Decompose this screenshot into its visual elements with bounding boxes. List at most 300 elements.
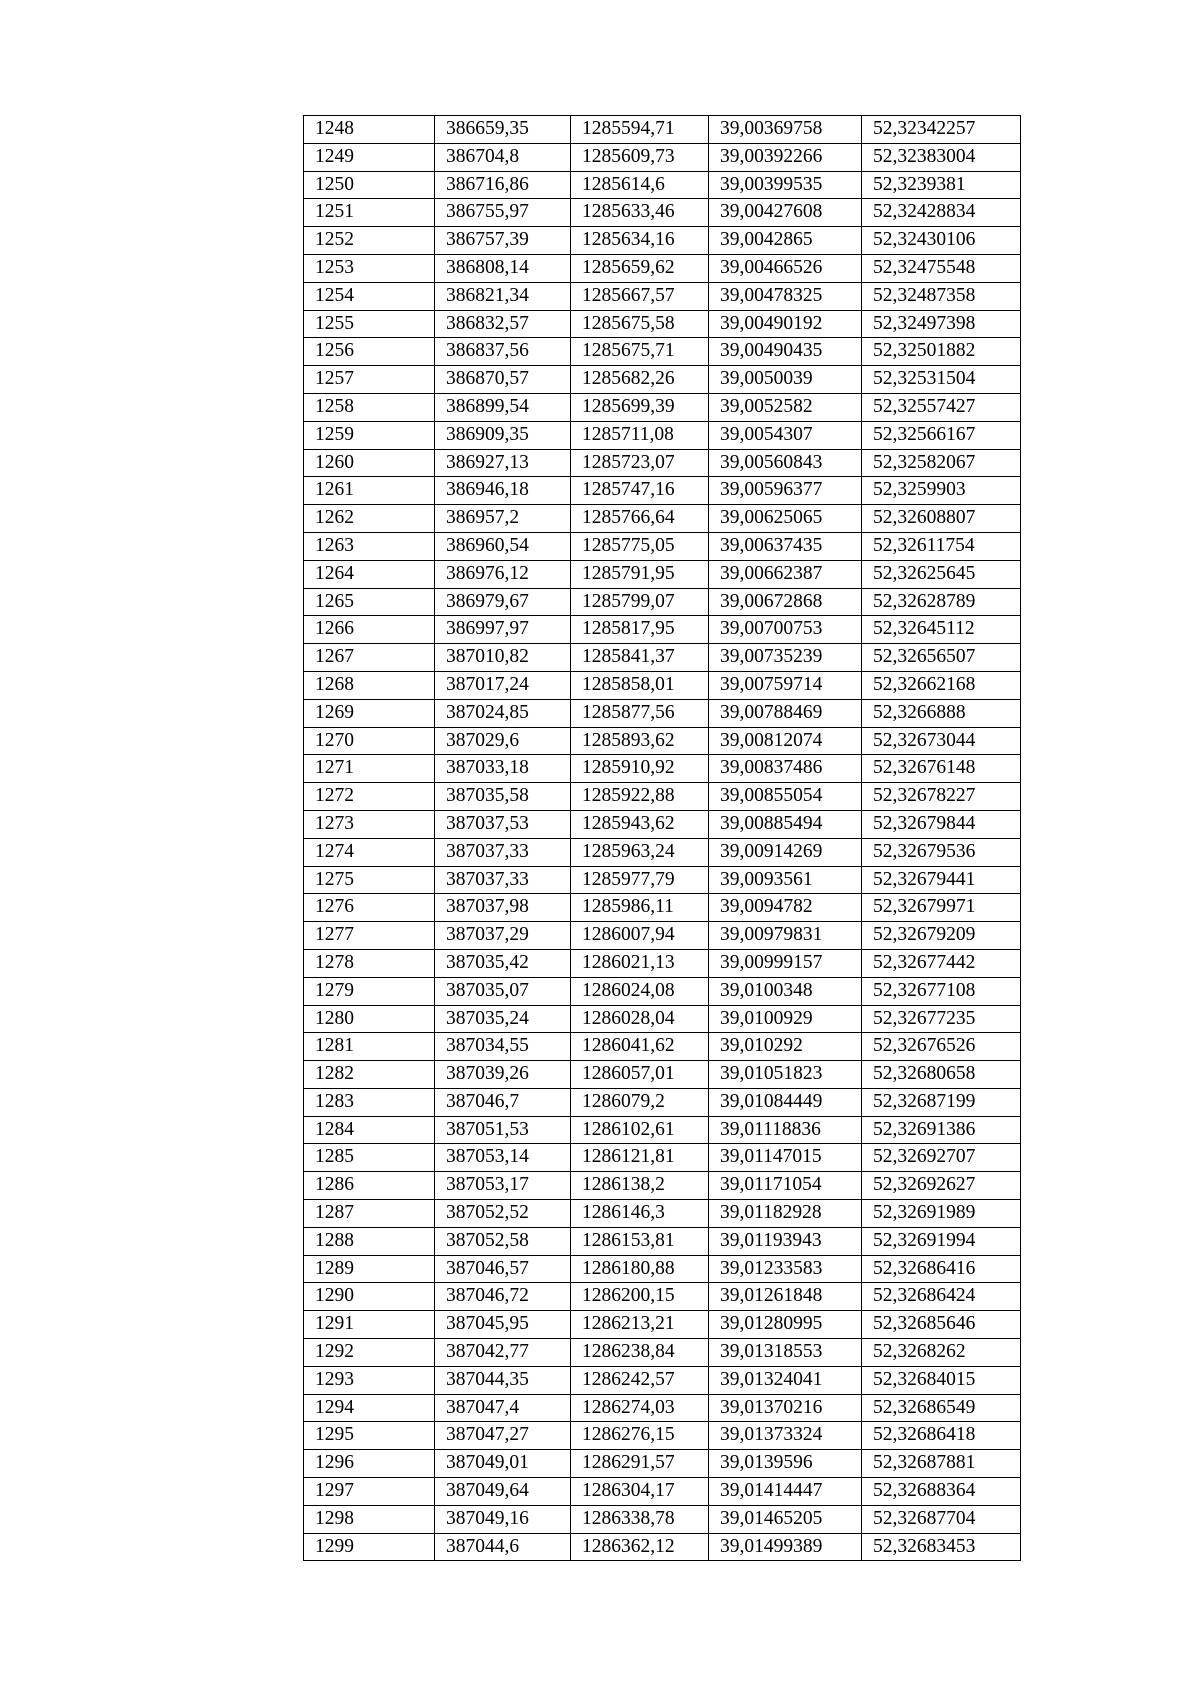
x-coordinate-cell: 386976,12 (435, 560, 571, 588)
y-coordinate-cell: 1285711,08 (571, 421, 709, 449)
y-coordinate-cell: 1285775,05 (571, 532, 709, 560)
y-coordinate-cell: 1286291,57 (571, 1450, 709, 1478)
table-row (304, 922, 1021, 950)
y-coordinate-cell: 1286242,57 (571, 1366, 709, 1394)
latitude-cell: 52,32497398 (862, 310, 1021, 338)
x-coordinate-cell: 387044,35 (435, 1366, 571, 1394)
point-number-cell: 1268 (304, 671, 435, 699)
longitude-cell: 39,00759714 (709, 671, 862, 699)
longitude-cell: 39,01499389 (709, 1533, 862, 1561)
longitude-cell: 39,0052582 (709, 393, 862, 421)
x-coordinate-cell: 387037,29 (435, 922, 571, 950)
y-coordinate-cell: 1286274,03 (571, 1394, 709, 1422)
point-number-cell: 1252 (304, 227, 435, 255)
longitude-cell: 39,01370216 (709, 1394, 862, 1422)
table-row (304, 1422, 1021, 1450)
point-number-cell: 1266 (304, 616, 435, 644)
table-row (304, 477, 1021, 505)
point-number-cell: 1263 (304, 532, 435, 560)
longitude-cell: 39,00392266 (709, 143, 862, 171)
x-coordinate-cell: 387024,85 (435, 699, 571, 727)
latitude-cell: 52,32501882 (862, 338, 1021, 366)
x-coordinate-cell: 387042,77 (435, 1339, 571, 1367)
longitude-cell: 39,01280995 (709, 1311, 862, 1339)
point-number-cell: 1281 (304, 1033, 435, 1061)
latitude-cell: 52,32611754 (862, 532, 1021, 560)
longitude-cell: 39,01414447 (709, 1478, 862, 1506)
longitude-cell: 39,00979831 (709, 922, 862, 950)
x-coordinate-cell: 386946,18 (435, 477, 571, 505)
y-coordinate-cell: 1286362,12 (571, 1533, 709, 1561)
y-coordinate-cell: 1285747,16 (571, 477, 709, 505)
table-row (304, 1088, 1021, 1116)
longitude-cell: 39,00855054 (709, 783, 862, 811)
longitude-cell: 39,01233583 (709, 1255, 862, 1283)
y-coordinate-cell: 1285723,07 (571, 449, 709, 477)
point-number-cell: 1257 (304, 366, 435, 394)
x-coordinate-cell: 386821,34 (435, 282, 571, 310)
y-coordinate-cell: 1285609,73 (571, 143, 709, 171)
table-row (304, 616, 1021, 644)
point-number-cell: 1298 (304, 1505, 435, 1533)
point-number-cell: 1264 (304, 560, 435, 588)
longitude-cell: 39,00999157 (709, 949, 862, 977)
x-coordinate-cell: 386755,97 (435, 199, 571, 227)
table-row (304, 143, 1021, 171)
y-coordinate-cell: 1285675,58 (571, 310, 709, 338)
x-coordinate-cell: 386979,67 (435, 588, 571, 616)
longitude-cell: 39,00466526 (709, 254, 862, 282)
point-number-cell: 1276 (304, 894, 435, 922)
latitude-cell: 52,32677235 (862, 1005, 1021, 1033)
latitude-cell: 52,32687881 (862, 1450, 1021, 1478)
x-coordinate-cell: 387051,53 (435, 1116, 571, 1144)
y-coordinate-cell: 1285858,01 (571, 671, 709, 699)
latitude-cell: 52,32683453 (862, 1533, 1021, 1561)
x-coordinate-cell: 387035,58 (435, 783, 571, 811)
point-number-cell: 1288 (304, 1227, 435, 1255)
x-coordinate-cell: 387035,42 (435, 949, 571, 977)
table-row (304, 227, 1021, 255)
longitude-cell: 39,00490192 (709, 310, 862, 338)
longitude-cell: 39,0100348 (709, 977, 862, 1005)
latitude-cell: 52,32582067 (862, 449, 1021, 477)
y-coordinate-cell: 1286304,17 (571, 1478, 709, 1506)
x-coordinate-cell: 387046,57 (435, 1255, 571, 1283)
point-number-cell: 1296 (304, 1450, 435, 1478)
y-coordinate-cell: 1285699,39 (571, 393, 709, 421)
coordinates-table-body (304, 116, 1021, 1561)
latitude-cell: 52,32531504 (862, 366, 1021, 394)
x-coordinate-cell: 387037,33 (435, 838, 571, 866)
x-coordinate-cell: 387037,98 (435, 894, 571, 922)
table-row (304, 727, 1021, 755)
y-coordinate-cell: 1285675,71 (571, 338, 709, 366)
table-row (304, 977, 1021, 1005)
point-number-cell: 1279 (304, 977, 435, 1005)
table-row (304, 949, 1021, 977)
latitude-cell: 52,32673044 (862, 727, 1021, 755)
table-row (304, 1200, 1021, 1228)
y-coordinate-cell: 1286028,04 (571, 1005, 709, 1033)
longitude-cell: 39,0050039 (709, 366, 862, 394)
y-coordinate-cell: 1285922,88 (571, 783, 709, 811)
latitude-cell: 52,3268262 (862, 1339, 1021, 1367)
y-coordinate-cell: 1286102,61 (571, 1116, 709, 1144)
latitude-cell: 52,32692627 (862, 1172, 1021, 1200)
table-row (304, 1311, 1021, 1339)
x-coordinate-cell: 387046,7 (435, 1088, 571, 1116)
longitude-cell: 39,00560843 (709, 449, 862, 477)
longitude-cell: 39,0100929 (709, 1005, 862, 1033)
point-number-cell: 1251 (304, 199, 435, 227)
x-coordinate-cell: 387049,16 (435, 1505, 571, 1533)
longitude-cell: 39,01118836 (709, 1116, 862, 1144)
point-number-cell: 1278 (304, 949, 435, 977)
table-row (304, 671, 1021, 699)
table-row (304, 699, 1021, 727)
longitude-cell: 39,00914269 (709, 838, 862, 866)
longitude-cell: 39,00427608 (709, 199, 862, 227)
table-row (304, 1144, 1021, 1172)
x-coordinate-cell: 387047,4 (435, 1394, 571, 1422)
point-number-cell: 1287 (304, 1200, 435, 1228)
y-coordinate-cell: 1285682,26 (571, 366, 709, 394)
longitude-cell: 39,01318553 (709, 1339, 862, 1367)
longitude-cell: 39,00490435 (709, 338, 862, 366)
latitude-cell: 52,32687704 (862, 1505, 1021, 1533)
point-number-cell: 1255 (304, 310, 435, 338)
y-coordinate-cell: 1286121,81 (571, 1144, 709, 1172)
x-coordinate-cell: 386957,2 (435, 505, 571, 533)
y-coordinate-cell: 1285986,11 (571, 894, 709, 922)
latitude-cell: 52,32676526 (862, 1033, 1021, 1061)
table-row (304, 421, 1021, 449)
table-row (304, 254, 1021, 282)
latitude-cell: 52,32688364 (862, 1478, 1021, 1506)
table-row (304, 310, 1021, 338)
y-coordinate-cell: 1285659,62 (571, 254, 709, 282)
y-coordinate-cell: 1285893,62 (571, 727, 709, 755)
x-coordinate-cell: 386927,13 (435, 449, 571, 477)
longitude-cell: 39,01182928 (709, 1200, 862, 1228)
longitude-cell: 39,0094782 (709, 894, 862, 922)
x-coordinate-cell: 387052,52 (435, 1200, 571, 1228)
longitude-cell: 39,01084449 (709, 1088, 862, 1116)
point-number-cell: 1291 (304, 1311, 435, 1339)
y-coordinate-cell: 1286180,88 (571, 1255, 709, 1283)
table-row (304, 560, 1021, 588)
point-number-cell: 1273 (304, 810, 435, 838)
table-row (304, 1450, 1021, 1478)
coordinates-table (303, 115, 1021, 1561)
point-number-cell: 1254 (304, 282, 435, 310)
longitude-cell: 39,01261848 (709, 1283, 862, 1311)
latitude-cell: 52,32687199 (862, 1088, 1021, 1116)
latitude-cell: 52,32684015 (862, 1366, 1021, 1394)
latitude-cell: 52,32662168 (862, 671, 1021, 699)
latitude-cell: 52,32678227 (862, 783, 1021, 811)
table-row (304, 1061, 1021, 1089)
table-row (304, 755, 1021, 783)
x-coordinate-cell: 387035,24 (435, 1005, 571, 1033)
point-number-cell: 1299 (304, 1533, 435, 1561)
table-row (304, 783, 1021, 811)
longitude-cell: 39,00672868 (709, 588, 862, 616)
x-coordinate-cell: 387037,33 (435, 866, 571, 894)
table-row (304, 1366, 1021, 1394)
table-row (304, 1478, 1021, 1506)
point-number-cell: 1274 (304, 838, 435, 866)
x-coordinate-cell: 386837,56 (435, 338, 571, 366)
longitude-cell: 39,00637435 (709, 532, 862, 560)
table-row (304, 366, 1021, 394)
table-row (304, 338, 1021, 366)
point-number-cell: 1292 (304, 1339, 435, 1367)
y-coordinate-cell: 1285943,62 (571, 810, 709, 838)
y-coordinate-cell: 1286057,01 (571, 1061, 709, 1089)
point-number-cell: 1260 (304, 449, 435, 477)
latitude-cell: 52,32691386 (862, 1116, 1021, 1144)
point-number-cell: 1280 (304, 1005, 435, 1033)
y-coordinate-cell: 1286200,15 (571, 1283, 709, 1311)
point-number-cell: 1267 (304, 644, 435, 672)
x-coordinate-cell: 386909,35 (435, 421, 571, 449)
longitude-cell: 39,00812074 (709, 727, 862, 755)
y-coordinate-cell: 1286276,15 (571, 1422, 709, 1450)
y-coordinate-cell: 1285963,24 (571, 838, 709, 866)
table-row (304, 1172, 1021, 1200)
point-number-cell: 1261 (304, 477, 435, 505)
longitude-cell: 39,01465205 (709, 1505, 862, 1533)
point-number-cell: 1285 (304, 1144, 435, 1172)
y-coordinate-cell: 1286021,13 (571, 949, 709, 977)
latitude-cell: 52,32428834 (862, 199, 1021, 227)
point-number-cell: 1284 (304, 1116, 435, 1144)
table-row (304, 1283, 1021, 1311)
latitude-cell: 52,32686418 (862, 1422, 1021, 1450)
point-number-cell: 1258 (304, 393, 435, 421)
table-row (304, 1533, 1021, 1561)
point-number-cell: 1295 (304, 1422, 435, 1450)
point-number-cell: 1256 (304, 338, 435, 366)
longitude-cell: 39,01373324 (709, 1422, 862, 1450)
x-coordinate-cell: 386899,54 (435, 393, 571, 421)
y-coordinate-cell: 1286138,2 (571, 1172, 709, 1200)
x-coordinate-cell: 387052,58 (435, 1227, 571, 1255)
point-number-cell: 1262 (304, 505, 435, 533)
longitude-cell: 39,0042865 (709, 227, 862, 255)
longitude-cell: 39,00399535 (709, 171, 862, 199)
y-coordinate-cell: 1285841,37 (571, 644, 709, 672)
x-coordinate-cell: 387035,07 (435, 977, 571, 1005)
longitude-cell: 39,00837486 (709, 755, 862, 783)
latitude-cell: 52,32557427 (862, 393, 1021, 421)
latitude-cell: 52,32692707 (862, 1144, 1021, 1172)
longitude-cell: 39,00478325 (709, 282, 862, 310)
latitude-cell: 52,32625645 (862, 560, 1021, 588)
longitude-cell: 39,01147015 (709, 1144, 862, 1172)
latitude-cell: 52,32656507 (862, 644, 1021, 672)
x-coordinate-cell: 387029,6 (435, 727, 571, 755)
x-coordinate-cell: 387044,6 (435, 1533, 571, 1561)
point-number-cell: 1265 (304, 588, 435, 616)
latitude-cell: 52,32676148 (862, 755, 1021, 783)
y-coordinate-cell: 1285614,6 (571, 171, 709, 199)
point-number-cell: 1277 (304, 922, 435, 950)
x-coordinate-cell: 386960,54 (435, 532, 571, 560)
y-coordinate-cell: 1286338,78 (571, 1505, 709, 1533)
y-coordinate-cell: 1285799,07 (571, 588, 709, 616)
table-row (304, 1116, 1021, 1144)
point-number-cell: 1253 (304, 254, 435, 282)
x-coordinate-cell: 387049,01 (435, 1450, 571, 1478)
x-coordinate-cell: 387033,18 (435, 755, 571, 783)
latitude-cell: 52,32608807 (862, 505, 1021, 533)
point-number-cell: 1282 (304, 1061, 435, 1089)
point-number-cell: 1250 (304, 171, 435, 199)
x-coordinate-cell: 387017,24 (435, 671, 571, 699)
table-row (304, 838, 1021, 866)
longitude-cell: 39,01051823 (709, 1061, 862, 1089)
latitude-cell: 52,32645112 (862, 616, 1021, 644)
table-row (304, 282, 1021, 310)
longitude-cell: 39,00662387 (709, 560, 862, 588)
x-coordinate-cell: 387034,55 (435, 1033, 571, 1061)
longitude-cell: 39,00369758 (709, 116, 862, 144)
latitude-cell: 52,32691989 (862, 1200, 1021, 1228)
x-coordinate-cell: 386716,86 (435, 171, 571, 199)
table-row (304, 1033, 1021, 1061)
x-coordinate-cell: 386704,8 (435, 143, 571, 171)
point-number-cell: 1248 (304, 116, 435, 144)
longitude-cell: 39,00596377 (709, 477, 862, 505)
point-number-cell: 1297 (304, 1478, 435, 1506)
y-coordinate-cell: 1285667,57 (571, 282, 709, 310)
y-coordinate-cell: 1286024,08 (571, 977, 709, 1005)
table-row (304, 199, 1021, 227)
table-row (304, 1394, 1021, 1422)
x-coordinate-cell: 387047,27 (435, 1422, 571, 1450)
x-coordinate-cell: 387039,26 (435, 1061, 571, 1089)
point-number-cell: 1293 (304, 1366, 435, 1394)
point-number-cell: 1286 (304, 1172, 435, 1200)
longitude-cell: 39,01193943 (709, 1227, 862, 1255)
y-coordinate-cell: 1285817,95 (571, 616, 709, 644)
x-coordinate-cell: 386870,57 (435, 366, 571, 394)
y-coordinate-cell: 1286213,21 (571, 1311, 709, 1339)
point-number-cell: 1275 (304, 866, 435, 894)
latitude-cell: 52,32475548 (862, 254, 1021, 282)
latitude-cell: 52,32342257 (862, 116, 1021, 144)
point-number-cell: 1283 (304, 1088, 435, 1116)
y-coordinate-cell: 1285633,46 (571, 199, 709, 227)
latitude-cell: 52,32686424 (862, 1283, 1021, 1311)
table-row (304, 532, 1021, 560)
table-row (304, 894, 1021, 922)
table-row (304, 866, 1021, 894)
point-number-cell: 1289 (304, 1255, 435, 1283)
latitude-cell: 52,32686549 (862, 1394, 1021, 1422)
table-row (304, 1227, 1021, 1255)
latitude-cell: 52,3266888 (862, 699, 1021, 727)
longitude-cell: 39,00885494 (709, 810, 862, 838)
latitude-cell: 52,32680658 (862, 1061, 1021, 1089)
point-number-cell: 1269 (304, 699, 435, 727)
longitude-cell: 39,00788469 (709, 699, 862, 727)
longitude-cell: 39,00735239 (709, 644, 862, 672)
latitude-cell: 52,32677108 (862, 977, 1021, 1005)
x-coordinate-cell: 386659,35 (435, 116, 571, 144)
latitude-cell: 52,32679971 (862, 894, 1021, 922)
latitude-cell: 52,32566167 (862, 421, 1021, 449)
longitude-cell: 39,00625065 (709, 505, 862, 533)
latitude-cell: 52,32430106 (862, 227, 1021, 255)
point-number-cell: 1259 (304, 421, 435, 449)
latitude-cell: 52,32679844 (862, 810, 1021, 838)
longitude-cell: 39,01324041 (709, 1366, 862, 1394)
latitude-cell: 52,32685646 (862, 1311, 1021, 1339)
y-coordinate-cell: 1285910,92 (571, 755, 709, 783)
longitude-cell: 39,00700753 (709, 616, 862, 644)
longitude-cell: 39,0139596 (709, 1450, 862, 1478)
x-coordinate-cell: 387045,95 (435, 1311, 571, 1339)
table-row (304, 449, 1021, 477)
table-row (304, 393, 1021, 421)
x-coordinate-cell: 387053,14 (435, 1144, 571, 1172)
y-coordinate-cell: 1285766,64 (571, 505, 709, 533)
longitude-cell: 39,010292 (709, 1033, 862, 1061)
point-number-cell: 1294 (304, 1394, 435, 1422)
y-coordinate-cell: 1286079,2 (571, 1088, 709, 1116)
y-coordinate-cell: 1286153,81 (571, 1227, 709, 1255)
table-row (304, 171, 1021, 199)
y-coordinate-cell: 1286146,3 (571, 1200, 709, 1228)
x-coordinate-cell: 387049,64 (435, 1478, 571, 1506)
table-row (304, 588, 1021, 616)
point-number-cell: 1272 (304, 783, 435, 811)
x-coordinate-cell: 387046,72 (435, 1283, 571, 1311)
table-row (304, 644, 1021, 672)
y-coordinate-cell: 1285877,56 (571, 699, 709, 727)
latitude-cell: 52,32679209 (862, 922, 1021, 950)
latitude-cell: 52,3239381 (862, 171, 1021, 199)
point-number-cell: 1249 (304, 143, 435, 171)
longitude-cell: 39,0093561 (709, 866, 862, 894)
table-row (304, 1339, 1021, 1367)
y-coordinate-cell: 1285594,71 (571, 116, 709, 144)
y-coordinate-cell: 1285977,79 (571, 866, 709, 894)
latitude-cell: 52,32677442 (862, 949, 1021, 977)
latitude-cell: 52,32487358 (862, 282, 1021, 310)
table-row (304, 505, 1021, 533)
longitude-cell: 39,01171054 (709, 1172, 862, 1200)
latitude-cell: 52,32383004 (862, 143, 1021, 171)
point-number-cell: 1270 (304, 727, 435, 755)
y-coordinate-cell: 1286007,94 (571, 922, 709, 950)
latitude-cell: 52,32686416 (862, 1255, 1021, 1283)
latitude-cell: 52,32679536 (862, 838, 1021, 866)
table-row (304, 1505, 1021, 1533)
x-coordinate-cell: 386997,97 (435, 616, 571, 644)
longitude-cell: 39,0054307 (709, 421, 862, 449)
point-number-cell: 1290 (304, 1283, 435, 1311)
y-coordinate-cell: 1286041,62 (571, 1033, 709, 1061)
latitude-cell: 52,32628789 (862, 588, 1021, 616)
table-row (304, 810, 1021, 838)
latitude-cell: 52,3259903 (862, 477, 1021, 505)
x-coordinate-cell: 387010,82 (435, 644, 571, 672)
